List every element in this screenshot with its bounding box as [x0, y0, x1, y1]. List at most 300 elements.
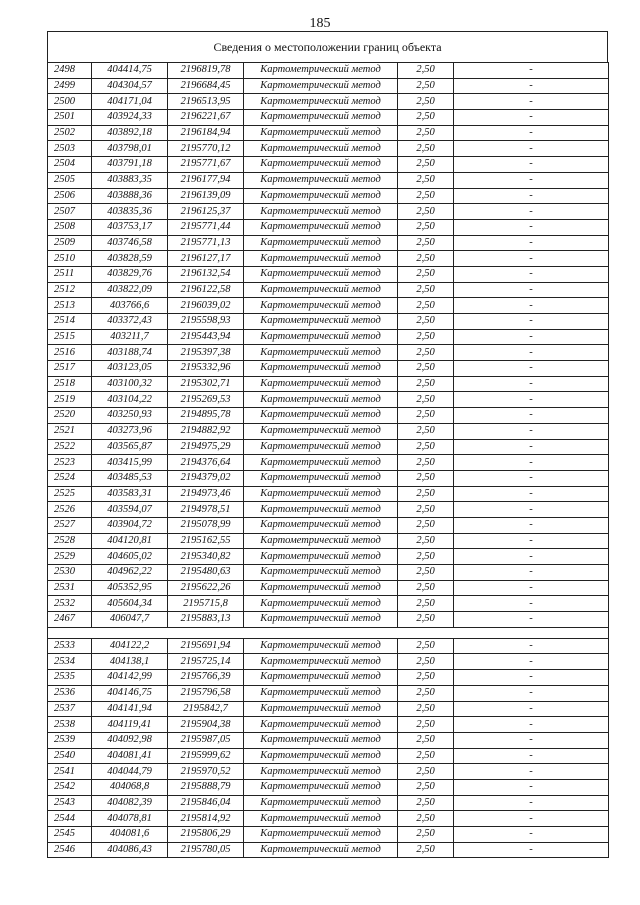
method-cell: Картометрический метод	[244, 110, 398, 126]
note-cell: -	[454, 685, 609, 701]
note-cell: -	[454, 612, 609, 628]
table-row	[48, 157, 609, 173]
note-cell: -	[454, 204, 609, 220]
point-number-cell: 2504	[48, 157, 92, 173]
table-row	[48, 345, 609, 361]
y-coordinate-cell: 2195598,93	[168, 314, 244, 330]
table-row	[48, 779, 609, 795]
table-row	[48, 670, 609, 686]
y-coordinate-cell: 2196139,09	[168, 188, 244, 204]
accuracy-cell: 2,50	[398, 779, 454, 795]
accuracy-cell: 2,50	[398, 670, 454, 686]
x-coordinate-cell: 403753,17	[92, 219, 168, 235]
accuracy-cell: 2,50	[398, 811, 454, 827]
x-coordinate-cell: 403892,18	[92, 125, 168, 141]
accuracy-cell: 2,50	[398, 94, 454, 110]
accuracy-cell: 2,50	[398, 638, 454, 654]
accuracy-cell: 2,50	[398, 298, 454, 314]
accuracy-cell: 2,50	[398, 827, 454, 843]
note-cell: -	[454, 110, 609, 126]
point-number-cell: 2546	[48, 842, 92, 858]
x-coordinate-cell: 403888,36	[92, 188, 168, 204]
method-cell: Картометрический метод	[244, 779, 398, 795]
x-coordinate-cell: 403565,87	[92, 439, 168, 455]
note-cell: -	[454, 670, 609, 686]
note-cell: -	[454, 392, 609, 408]
note-cell: -	[454, 811, 609, 827]
note-cell: -	[454, 361, 609, 377]
point-number-cell: 2520	[48, 408, 92, 424]
table-row	[48, 565, 609, 581]
accuracy-cell: 2,50	[398, 282, 454, 298]
y-coordinate-cell: 2196039,02	[168, 298, 244, 314]
note-cell: -	[454, 172, 609, 188]
note-cell: -	[454, 376, 609, 392]
x-coordinate-cell: 403828,59	[92, 251, 168, 267]
y-coordinate-cell: 2194975,29	[168, 439, 244, 455]
accuracy-cell: 2,50	[398, 392, 454, 408]
method-cell: Картометрический метод	[244, 141, 398, 157]
point-number-cell: 2544	[48, 811, 92, 827]
y-coordinate-cell: 2195771,13	[168, 235, 244, 251]
accuracy-cell: 2,50	[398, 141, 454, 157]
y-coordinate-cell: 2196684,45	[168, 78, 244, 94]
point-number-cell: 2542	[48, 779, 92, 795]
table-row	[48, 748, 609, 764]
y-coordinate-cell: 2195443,94	[168, 329, 244, 345]
table-row	[48, 219, 609, 235]
y-coordinate-cell: 2195814,92	[168, 811, 244, 827]
note-cell: -	[454, 439, 609, 455]
x-coordinate-cell: 404122,2	[92, 638, 168, 654]
method-cell: Картометрический метод	[244, 701, 398, 717]
table-row	[48, 795, 609, 811]
accuracy-cell: 2,50	[398, 110, 454, 126]
method-cell: Картометрический метод	[244, 811, 398, 827]
accuracy-cell: 2,50	[398, 596, 454, 612]
page-number: 185	[309, 16, 331, 31]
method-cell: Картометрический метод	[244, 188, 398, 204]
point-number-cell: 2545	[48, 827, 92, 843]
y-coordinate-cell: 2195766,39	[168, 670, 244, 686]
point-number-cell: 2527	[48, 517, 92, 533]
point-number-cell: 2531	[48, 580, 92, 596]
note-cell: -	[454, 235, 609, 251]
point-number-cell: 2522	[48, 439, 92, 455]
accuracy-cell: 2,50	[398, 157, 454, 173]
accuracy-cell: 2,50	[398, 376, 454, 392]
accuracy-cell: 2,50	[398, 732, 454, 748]
y-coordinate-cell: 2196184,94	[168, 125, 244, 141]
accuracy-cell: 2,50	[398, 654, 454, 670]
table-title: Сведения о местоположении границ объекта	[47, 31, 608, 62]
method-cell: Картометрический метод	[244, 748, 398, 764]
note-cell: -	[454, 748, 609, 764]
point-number-cell: 2535	[48, 670, 92, 686]
table-row	[48, 580, 609, 596]
method-cell: Картометрический метод	[244, 78, 398, 94]
point-number-cell: 2498	[48, 63, 92, 79]
point-number-cell: 2518	[48, 376, 92, 392]
accuracy-cell: 2,50	[398, 795, 454, 811]
table-row	[48, 298, 609, 314]
x-coordinate-cell: 403791,18	[92, 157, 168, 173]
point-number-cell: 2507	[48, 204, 92, 220]
y-coordinate-cell: 2195771,44	[168, 219, 244, 235]
note-cell: -	[454, 638, 609, 654]
y-coordinate-cell: 2196122,58	[168, 282, 244, 298]
point-number-cell: 2500	[48, 94, 92, 110]
accuracy-cell: 2,50	[398, 533, 454, 549]
method-cell: Картометрический метод	[244, 638, 398, 654]
x-coordinate-cell: 403829,76	[92, 266, 168, 282]
x-coordinate-cell: 404138,1	[92, 654, 168, 670]
x-coordinate-cell: 403883,35	[92, 172, 168, 188]
y-coordinate-cell: 2195725,14	[168, 654, 244, 670]
method-cell: Картометрический метод	[244, 685, 398, 701]
y-coordinate-cell: 2195888,79	[168, 779, 244, 795]
x-coordinate-cell: 405604,34	[92, 596, 168, 612]
point-number-cell: 2501	[48, 110, 92, 126]
x-coordinate-cell: 404092,98	[92, 732, 168, 748]
table-row	[48, 654, 609, 670]
point-number-cell: 2506	[48, 188, 92, 204]
table-row	[48, 376, 609, 392]
point-number-cell: 2517	[48, 361, 92, 377]
method-cell: Картометрический метод	[244, 486, 398, 502]
note-cell: -	[454, 188, 609, 204]
x-coordinate-cell: 404141,94	[92, 701, 168, 717]
table-row	[48, 827, 609, 843]
accuracy-cell: 2,50	[398, 517, 454, 533]
y-coordinate-cell: 2195796,58	[168, 685, 244, 701]
method-cell: Картометрический метод	[244, 827, 398, 843]
boundary-table-frame	[47, 31, 608, 858]
table-row	[48, 408, 609, 424]
note-cell: -	[454, 219, 609, 235]
method-cell: Картометрический метод	[244, 423, 398, 439]
note-cell: -	[454, 157, 609, 173]
table-row	[48, 685, 609, 701]
method-cell: Картометрический метод	[244, 533, 398, 549]
accuracy-cell: 2,50	[398, 125, 454, 141]
block-separator-row	[48, 627, 609, 638]
accuracy-cell: 2,50	[398, 266, 454, 282]
method-cell: Картометрический метод	[244, 204, 398, 220]
point-number-cell: 2541	[48, 764, 92, 780]
table-row	[48, 612, 609, 628]
y-coordinate-cell: 2195771,67	[168, 157, 244, 173]
accuracy-cell: 2,50	[398, 502, 454, 518]
x-coordinate-cell: 403123,05	[92, 361, 168, 377]
point-number-cell: 2513	[48, 298, 92, 314]
note-cell: -	[454, 408, 609, 424]
note-cell: -	[454, 795, 609, 811]
x-coordinate-cell: 403188,74	[92, 345, 168, 361]
method-cell: Картометрический метод	[244, 732, 398, 748]
y-coordinate-cell: 2195269,53	[168, 392, 244, 408]
table-row	[48, 717, 609, 733]
x-coordinate-cell: 403273,96	[92, 423, 168, 439]
note-cell: -	[454, 314, 609, 330]
table-row	[48, 314, 609, 330]
x-coordinate-cell: 406047,7	[92, 612, 168, 628]
x-coordinate-cell: 403835,36	[92, 204, 168, 220]
method-cell: Картометрический метод	[244, 314, 398, 330]
method-cell: Картометрический метод	[244, 612, 398, 628]
y-coordinate-cell: 2195780,05	[168, 842, 244, 858]
table-row	[48, 517, 609, 533]
x-coordinate-cell: 403766,6	[92, 298, 168, 314]
note-cell: -	[454, 141, 609, 157]
y-coordinate-cell: 2195806,29	[168, 827, 244, 843]
note-cell: -	[454, 282, 609, 298]
table-row	[48, 455, 609, 471]
y-coordinate-cell: 2195622,26	[168, 580, 244, 596]
x-coordinate-cell: 404962,22	[92, 565, 168, 581]
point-number-cell: 2524	[48, 470, 92, 486]
note-cell: -	[454, 842, 609, 858]
note-cell: -	[454, 654, 609, 670]
x-coordinate-cell: 404068,8	[92, 779, 168, 795]
x-coordinate-cell: 404044,79	[92, 764, 168, 780]
note-cell: -	[454, 298, 609, 314]
note-cell: -	[454, 732, 609, 748]
table-row	[48, 439, 609, 455]
y-coordinate-cell: 2196513,95	[168, 94, 244, 110]
point-number-cell: 2511	[48, 266, 92, 282]
point-number-cell: 2529	[48, 549, 92, 565]
accuracy-cell: 2,50	[398, 565, 454, 581]
accuracy-cell: 2,50	[398, 717, 454, 733]
point-number-cell: 2521	[48, 423, 92, 439]
accuracy-cell: 2,50	[398, 219, 454, 235]
method-cell: Картометрический метод	[244, 549, 398, 565]
accuracy-cell: 2,50	[398, 580, 454, 596]
x-coordinate-cell: 404086,43	[92, 842, 168, 858]
point-number-cell: 2510	[48, 251, 92, 267]
coordinates-table	[47, 62, 609, 858]
note-cell: -	[454, 251, 609, 267]
x-coordinate-cell: 403100,32	[92, 376, 168, 392]
note-cell: -	[454, 502, 609, 518]
table-row	[48, 701, 609, 717]
table-row	[48, 172, 609, 188]
note-cell: -	[454, 329, 609, 345]
y-coordinate-cell: 2195397,38	[168, 345, 244, 361]
y-coordinate-cell: 2195691,94	[168, 638, 244, 654]
method-cell: Картометрический метод	[244, 251, 398, 267]
x-coordinate-cell: 404120,81	[92, 533, 168, 549]
note-cell: -	[454, 423, 609, 439]
y-coordinate-cell: 2194973,46	[168, 486, 244, 502]
x-coordinate-cell: 404119,41	[92, 717, 168, 733]
table-row	[48, 266, 609, 282]
point-number-cell: 2536	[48, 685, 92, 701]
table-row	[48, 235, 609, 251]
table-row	[48, 110, 609, 126]
accuracy-cell: 2,50	[398, 251, 454, 267]
method-cell: Картометрический метод	[244, 125, 398, 141]
table-row	[48, 361, 609, 377]
accuracy-cell: 2,50	[398, 470, 454, 486]
method-cell: Картометрический метод	[244, 63, 398, 79]
accuracy-cell: 2,50	[398, 408, 454, 424]
accuracy-cell: 2,50	[398, 235, 454, 251]
accuracy-cell: 2,50	[398, 685, 454, 701]
note-cell: -	[454, 63, 609, 79]
accuracy-cell: 2,50	[398, 314, 454, 330]
x-coordinate-cell: 403583,31	[92, 486, 168, 502]
x-coordinate-cell: 403415,99	[92, 455, 168, 471]
point-number-cell: 2539	[48, 732, 92, 748]
table-row	[48, 392, 609, 408]
y-coordinate-cell: 2196127,17	[168, 251, 244, 267]
method-cell: Картометрический метод	[244, 361, 398, 377]
table-row	[48, 423, 609, 439]
x-coordinate-cell: 404078,81	[92, 811, 168, 827]
method-cell: Картометрический метод	[244, 392, 398, 408]
method-cell: Картометрический метод	[244, 408, 398, 424]
method-cell: Картометрический метод	[244, 172, 398, 188]
point-number-cell: 2515	[48, 329, 92, 345]
accuracy-cell: 2,50	[398, 188, 454, 204]
point-number-cell: 2505	[48, 172, 92, 188]
accuracy-cell: 2,50	[398, 329, 454, 345]
method-cell: Картометрический метод	[244, 795, 398, 811]
note-cell: -	[454, 517, 609, 533]
x-coordinate-cell: 403485,53	[92, 470, 168, 486]
accuracy-cell: 2,50	[398, 78, 454, 94]
x-coordinate-cell: 403746,58	[92, 235, 168, 251]
y-coordinate-cell: 2195999,62	[168, 748, 244, 764]
point-number-cell: 2516	[48, 345, 92, 361]
accuracy-cell: 2,50	[398, 612, 454, 628]
note-cell: -	[454, 701, 609, 717]
y-coordinate-cell: 2194895,78	[168, 408, 244, 424]
point-number-cell: 2509	[48, 235, 92, 251]
table-row	[48, 502, 609, 518]
table-row	[48, 811, 609, 827]
table-row	[48, 78, 609, 94]
point-number-cell: 2534	[48, 654, 92, 670]
x-coordinate-cell: 403594,07	[92, 502, 168, 518]
note-cell: -	[454, 78, 609, 94]
point-number-cell: 2537	[48, 701, 92, 717]
y-coordinate-cell: 2195987,05	[168, 732, 244, 748]
table-row	[48, 94, 609, 110]
table-row	[48, 470, 609, 486]
accuracy-cell: 2,50	[398, 423, 454, 439]
table-row	[48, 486, 609, 502]
coordinates-table-body	[48, 63, 609, 858]
point-number-cell: 2540	[48, 748, 92, 764]
y-coordinate-cell: 2195340,82	[168, 549, 244, 565]
table-row	[48, 204, 609, 220]
method-cell: Картометрический метод	[244, 517, 398, 533]
note-cell: -	[454, 549, 609, 565]
x-coordinate-cell: 405352,95	[92, 580, 168, 596]
point-number-cell: 2512	[48, 282, 92, 298]
method-cell: Картометрический метод	[244, 282, 398, 298]
point-number-cell: 2543	[48, 795, 92, 811]
note-cell: -	[454, 470, 609, 486]
note-cell: -	[454, 345, 609, 361]
method-cell: Картометрический метод	[244, 596, 398, 612]
point-number-cell: 2503	[48, 141, 92, 157]
x-coordinate-cell: 403924,33	[92, 110, 168, 126]
y-coordinate-cell: 2195846,04	[168, 795, 244, 811]
y-coordinate-cell: 2194882,92	[168, 423, 244, 439]
point-number-cell: 2533	[48, 638, 92, 654]
y-coordinate-cell: 2195842,7	[168, 701, 244, 717]
y-coordinate-cell: 2196132,54	[168, 266, 244, 282]
y-coordinate-cell: 2196819,78	[168, 63, 244, 79]
method-cell: Картометрический метод	[244, 298, 398, 314]
x-coordinate-cell: 404142,99	[92, 670, 168, 686]
y-coordinate-cell: 2195770,12	[168, 141, 244, 157]
y-coordinate-cell: 2196125,37	[168, 204, 244, 220]
table-row	[48, 842, 609, 858]
y-coordinate-cell: 2195715,8	[168, 596, 244, 612]
x-coordinate-cell: 403104,22	[92, 392, 168, 408]
x-coordinate-cell: 404605,02	[92, 549, 168, 565]
x-coordinate-cell: 403822,09	[92, 282, 168, 298]
method-cell: Картометрический метод	[244, 670, 398, 686]
method-cell: Картометрический метод	[244, 580, 398, 596]
point-number-cell: 2538	[48, 717, 92, 733]
accuracy-cell: 2,50	[398, 455, 454, 471]
y-coordinate-cell: 2194379,02	[168, 470, 244, 486]
x-coordinate-cell: 403798,01	[92, 141, 168, 157]
y-coordinate-cell: 2195162,55	[168, 533, 244, 549]
note-cell: -	[454, 486, 609, 502]
method-cell: Картометрический метод	[244, 565, 398, 581]
note-cell: -	[454, 580, 609, 596]
table-row	[48, 596, 609, 612]
method-cell: Картометрический метод	[244, 764, 398, 780]
table-row	[48, 282, 609, 298]
accuracy-cell: 2,50	[398, 842, 454, 858]
table-row	[48, 63, 609, 79]
separator-cell	[48, 627, 609, 638]
x-coordinate-cell: 404171,04	[92, 94, 168, 110]
accuracy-cell: 2,50	[398, 764, 454, 780]
y-coordinate-cell: 2194978,51	[168, 502, 244, 518]
accuracy-cell: 2,50	[398, 439, 454, 455]
table-row	[48, 549, 609, 565]
note-cell: -	[454, 764, 609, 780]
point-number-cell: 2525	[48, 486, 92, 502]
point-number-cell: 2467	[48, 612, 92, 628]
method-cell: Картометрический метод	[244, 439, 398, 455]
accuracy-cell: 2,50	[398, 361, 454, 377]
accuracy-cell: 2,50	[398, 204, 454, 220]
method-cell: Картометрический метод	[244, 157, 398, 173]
x-coordinate-cell: 404081,41	[92, 748, 168, 764]
y-coordinate-cell: 2195480,63	[168, 565, 244, 581]
note-cell: -	[454, 779, 609, 795]
y-coordinate-cell: 2194376,64	[168, 455, 244, 471]
note-cell: -	[454, 125, 609, 141]
note-cell: -	[454, 455, 609, 471]
note-cell: -	[454, 533, 609, 549]
note-cell: -	[454, 266, 609, 282]
x-coordinate-cell: 404081,6	[92, 827, 168, 843]
method-cell: Картометрический метод	[244, 470, 398, 486]
note-cell: -	[454, 596, 609, 612]
table-row	[48, 329, 609, 345]
